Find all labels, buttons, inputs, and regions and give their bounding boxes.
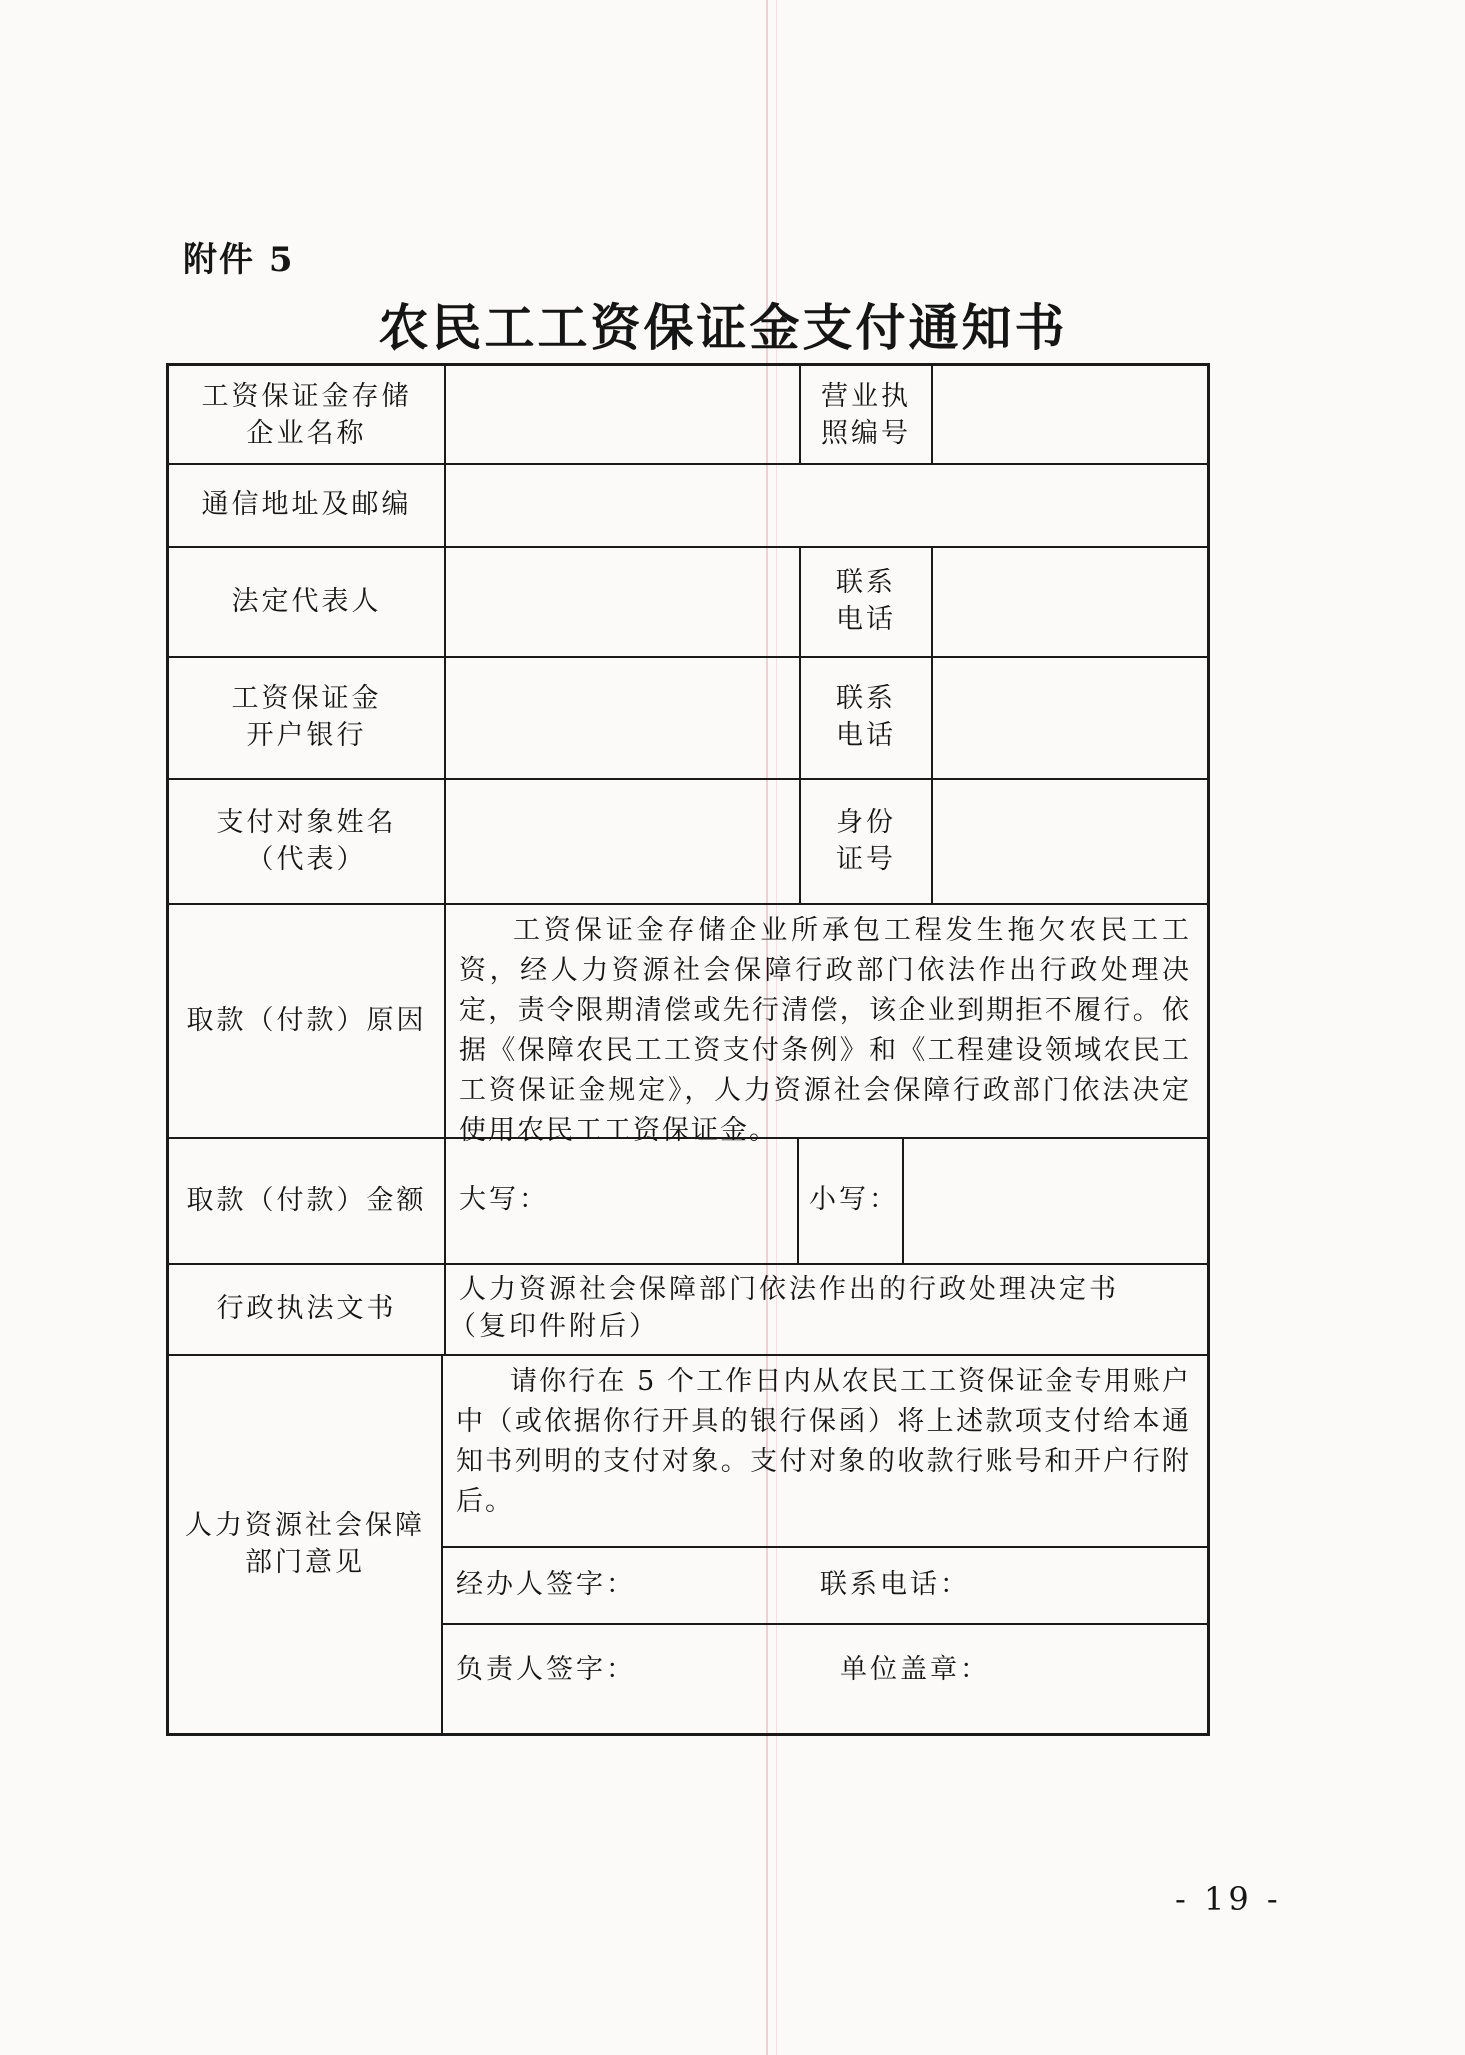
company-name-label: 工资保证金存储 企业名称: [201, 380, 412, 449]
department-opinion-text: 请你行在 5 个工作日内从农民工工资保证金专用账户中（或依据你行开具的银行保函）将上述款项支付给本通知书列明的支付对象。支付对象的收款行账号和开户行附后。: [456, 1366, 1191, 1517]
withdrawal-reason-label: 取款（付款）原因: [186, 1004, 427, 1036]
license-number-label: 营业执 照编号: [821, 380, 911, 449]
deposit-bank-label: 工资保证金 开户银行: [231, 683, 382, 751]
payee-name-label: 支付对象姓名 （代表）: [216, 806, 397, 875]
column-divider: [931, 366, 933, 463]
id-number-label: 身份 证号: [836, 806, 896, 875]
unit-seal-label: 单位盖章：: [840, 1654, 990, 1685]
withdrawal-amount-label: 取款（付款）金额: [186, 1184, 427, 1216]
column-divider: [444, 366, 446, 1354]
enforcement-document-label: 行政执法文书: [216, 1293, 397, 1324]
column-divider: [797, 1137, 799, 1263]
column-divider: [441, 1354, 443, 1733]
amount-in-words-label: 大写：: [459, 1184, 549, 1215]
page-title: 农民工工资保证金支付通知书: [378, 298, 1068, 357]
address-label: 通信地址及邮编: [201, 489, 412, 520]
handler-signature-label: 经办人签字：: [456, 1569, 636, 1600]
payment-notice-table: [166, 363, 1210, 1736]
column-divider: [902, 1137, 904, 1263]
contact-phone-label-2: 联系 电话: [836, 683, 896, 751]
department-opinion-label: 人力资源社会保障 部门意见: [185, 1509, 425, 1578]
withdrawal-reason-text: 工资保证金存储企业所承包工程发生拖欠农民工工资，经人力资源社会保障行政部门依法作出行政处理决定，责令限期清偿或先行清偿，该企业到期拒不履行。依据《保障农民工工资支付条例》和《工程建设领域农民工工资保证金规定》，人力资源社会保障行政部门依法决定使用农民工工资保证金。: [459, 915, 1191, 1146]
attachment-label: 附件 5: [183, 240, 295, 280]
page-number: - 19 -: [1175, 1880, 1282, 1918]
principal-signature-label: 负责人签字：: [456, 1654, 636, 1685]
row-divider: [441, 1546, 1207, 1548]
amount-in-figures-label: 小写：: [809, 1184, 899, 1215]
column-divider: [931, 546, 933, 903]
contact-phone-signature-label: 联系电话：: [820, 1569, 970, 1600]
legal-representative-label: 法定代表人: [231, 585, 382, 617]
row-divider: [441, 1623, 1207, 1625]
contact-phone-label: 联系 电话: [836, 567, 896, 635]
enforcement-document-text: 人力资源社会保障部门依法作出的行政处理决定书: [459, 1274, 1119, 1305]
enforcement-document-note: （复印件附后）: [449, 1311, 659, 1342]
